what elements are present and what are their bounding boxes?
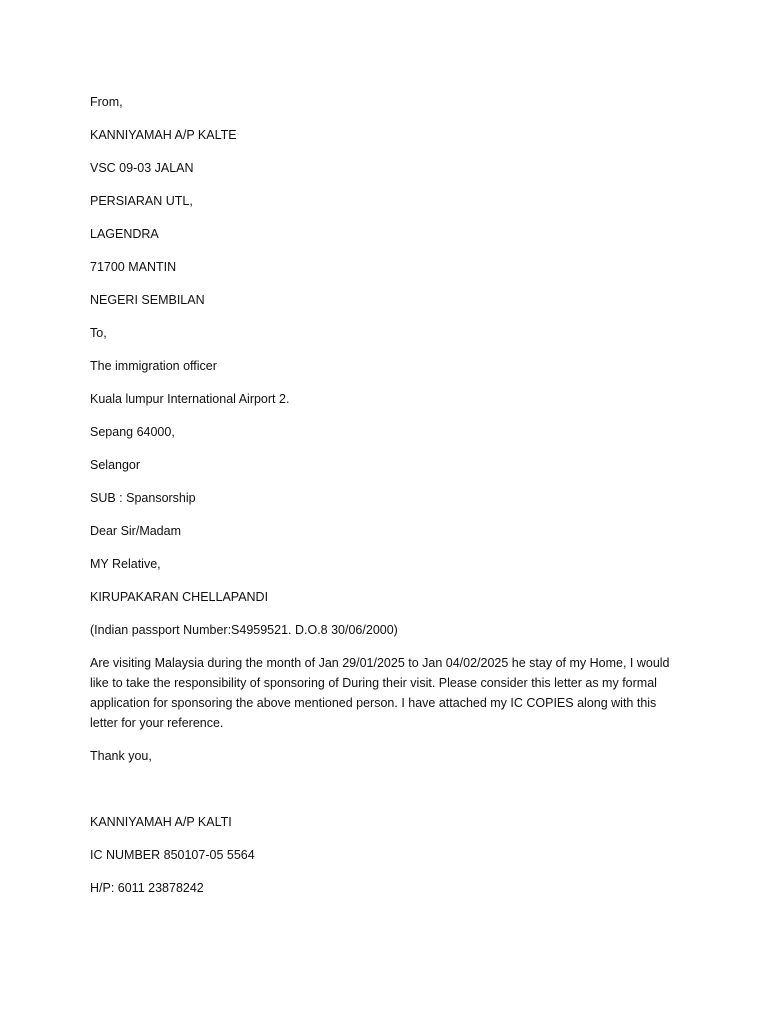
recipient-line: Kuala lumpur International Airport 2. bbox=[90, 392, 290, 406]
sender-address-line: LAGENDRA bbox=[90, 227, 159, 241]
salutation: Dear Sir/Madam bbox=[90, 524, 181, 538]
ic-number: IC NUMBER 850107-05 5564 bbox=[90, 848, 255, 862]
phone-number: H/P: 6011 23878242 bbox=[90, 881, 204, 895]
sender-name: KANNIYAMAH A/P KALTE bbox=[90, 128, 237, 142]
letter-body bbox=[90, 92, 682, 911]
relative-name: KIRUPAKARAN CHELLAPANDI bbox=[90, 590, 269, 604]
signature-name: KANNIYAMAH A/P KALTI bbox=[90, 815, 232, 829]
subject-line: SUB : Spansorship bbox=[90, 491, 196, 505]
closing: Thank you, bbox=[90, 749, 152, 763]
sender-address-line: 71700 MANTIN bbox=[90, 260, 177, 274]
from-label: From, bbox=[90, 95, 123, 109]
body-paragraph: Are visiting Malaysia during the month of Jan 29/01/2025 to Jan 04/02/2025 he stay of my Home, I would like to take the responsibility of sponsoring of During their visit. Please consider this letter as my formal application for sponsoring the above mentioned person. I have attached my IC COPIES along with this letter for your reference. bbox=[90, 656, 670, 730]
passport-info: (Indian passport Number:S4959521. D.O.8 30/06/2000) bbox=[90, 623, 398, 637]
relative-label: MY Relative, bbox=[90, 557, 161, 571]
to-label: To, bbox=[90, 326, 107, 340]
sender-address-line: PERSIARAN UTL, bbox=[90, 194, 193, 208]
recipient-line: The immigration officer bbox=[90, 359, 217, 373]
signature-gap bbox=[90, 779, 682, 812]
recipient-line: Selangor bbox=[90, 458, 141, 472]
sender-address-line: VSC 09-03 JALAN bbox=[90, 161, 194, 175]
sender-address-line: NEGERI SEMBILAN bbox=[90, 293, 205, 307]
recipient-line: Sepang 64000, bbox=[90, 425, 175, 439]
